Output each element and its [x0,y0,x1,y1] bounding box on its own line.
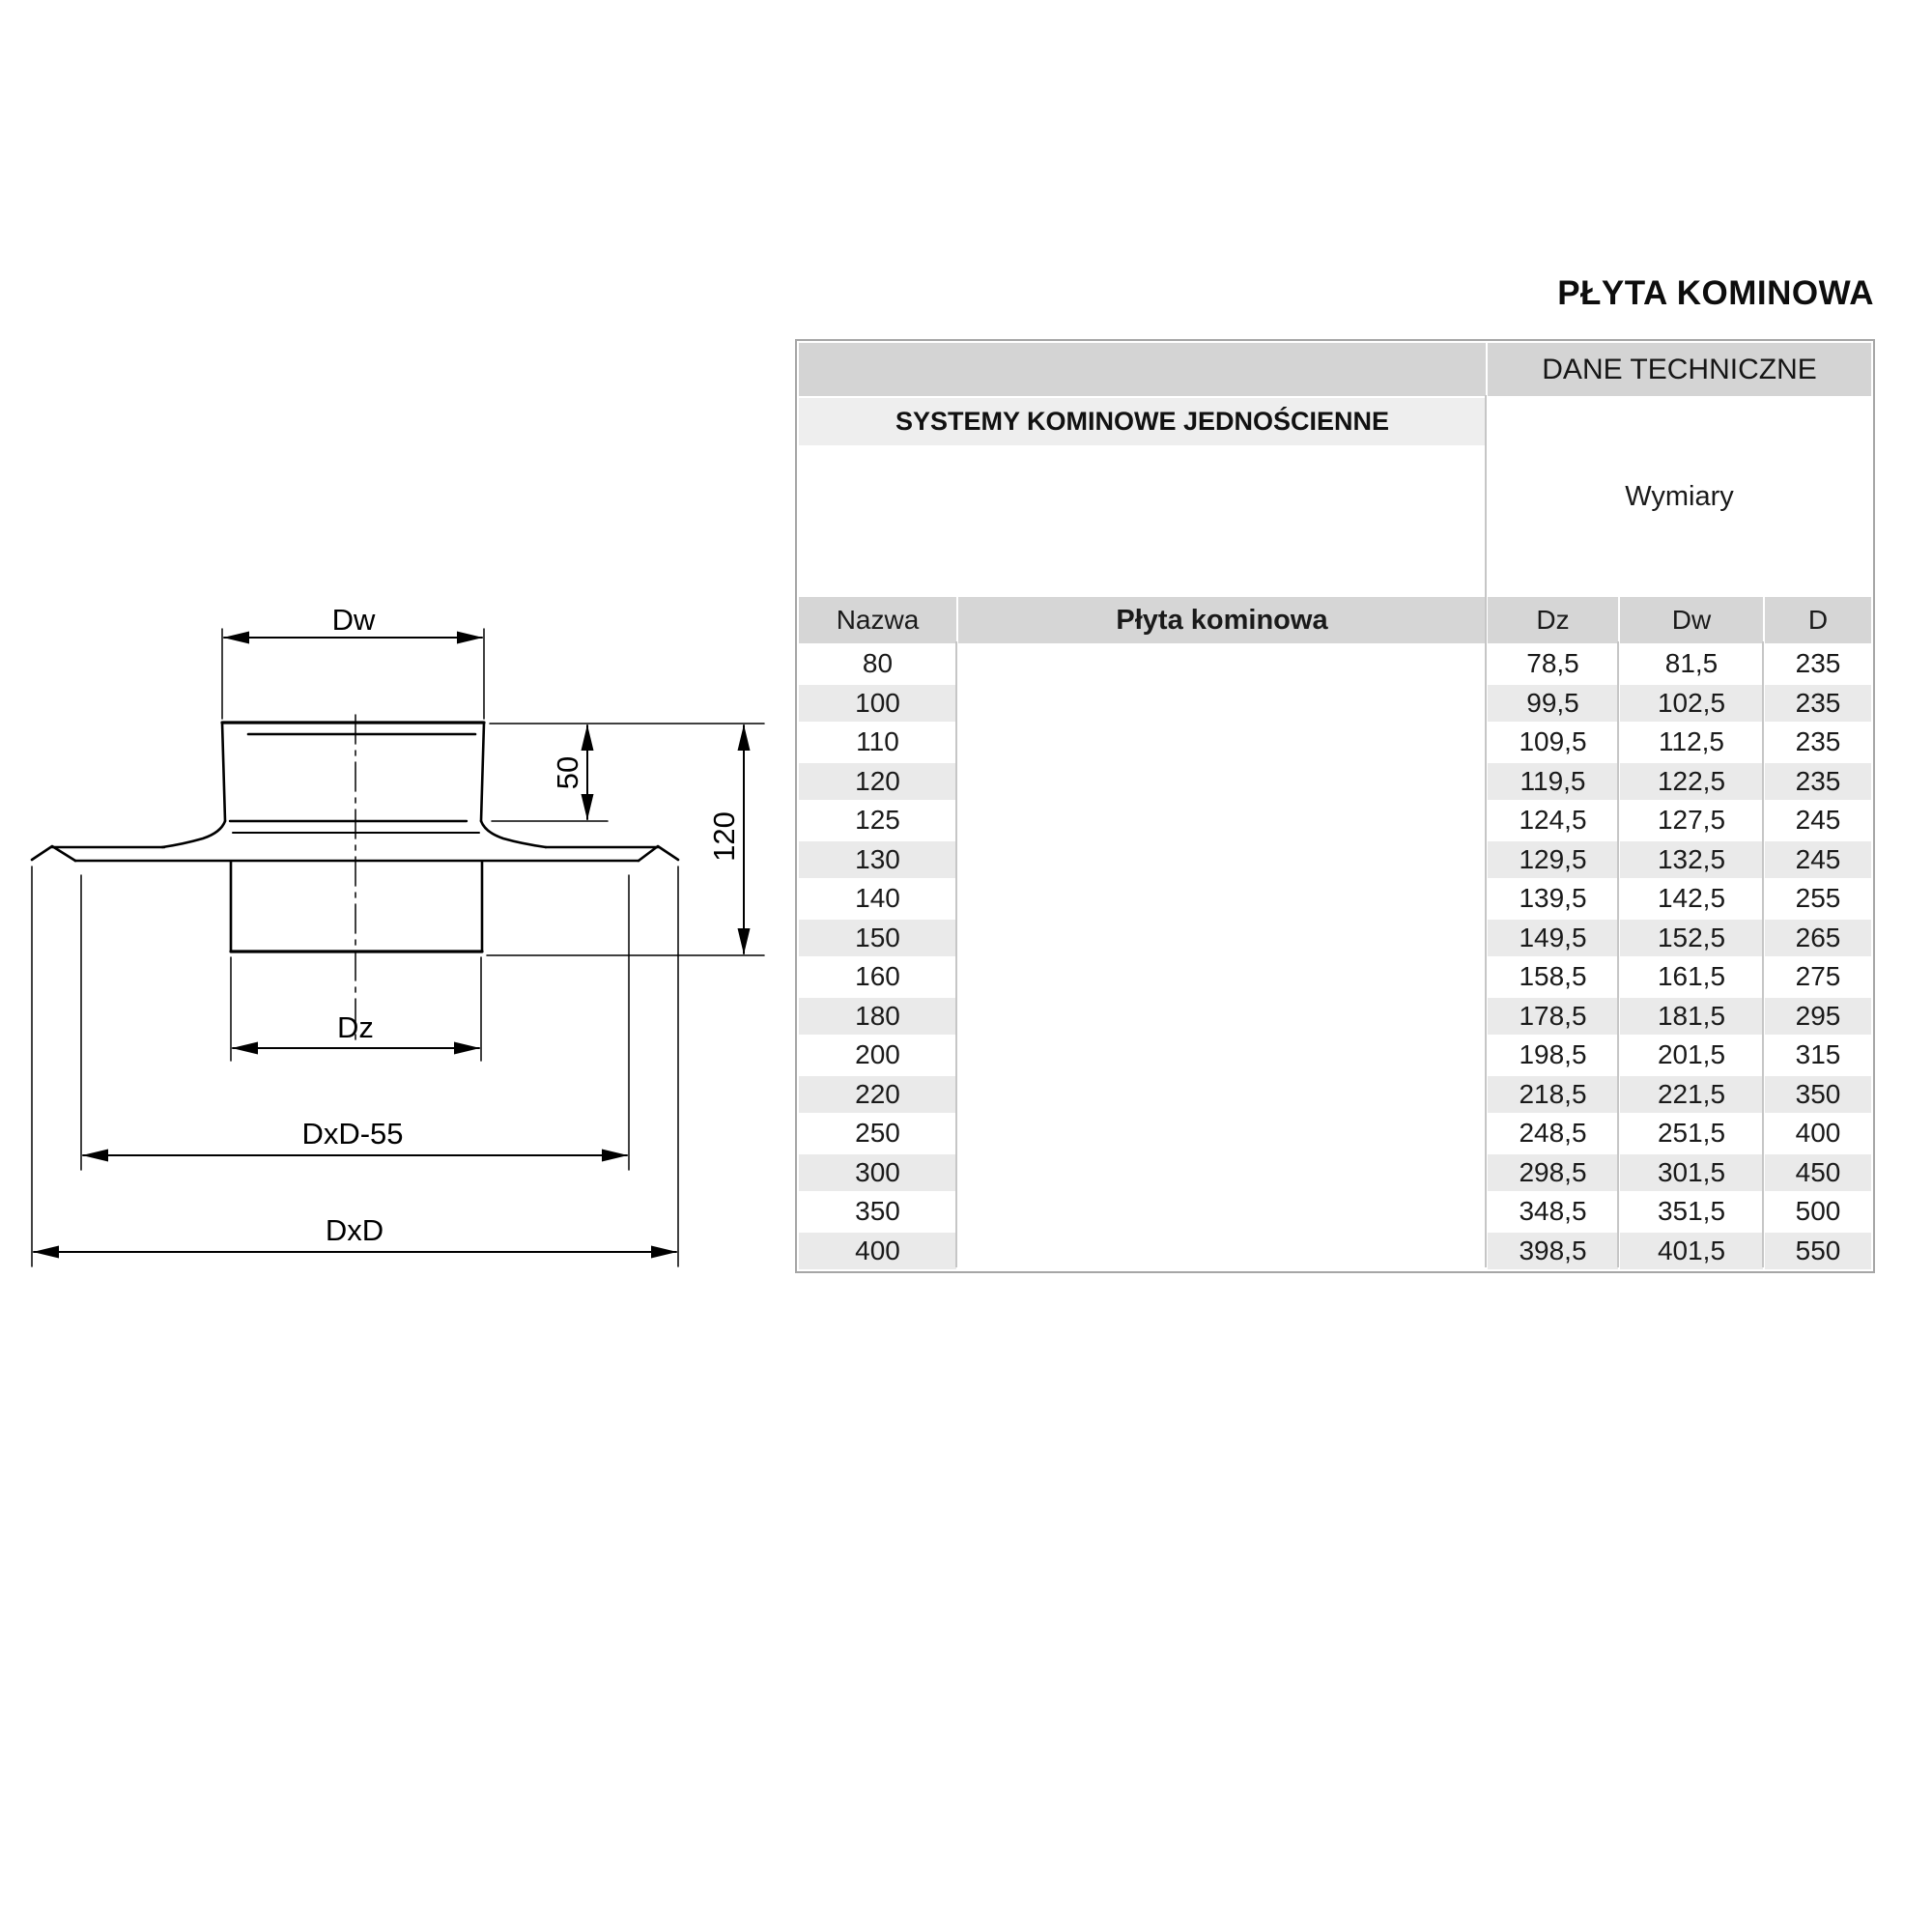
cell-d: 245 [1765,841,1871,879]
cell-d: 450 [1765,1154,1871,1192]
cell-dz: 109,5 [1488,724,1618,761]
table-row [799,802,1871,839]
cell-dz: 78,5 [1488,645,1618,683]
cell-product-empty [958,958,1486,996]
cell-dw: 301,5 [1620,1154,1763,1192]
cell-nazwa: 110 [799,724,956,761]
table-row [799,724,1871,761]
cell-product-empty [958,998,1486,1036]
cell-nazwa: 200 [799,1037,956,1074]
table-row [799,880,1871,918]
cell-product-empty [958,1037,1486,1074]
cell-dw: 401,5 [1620,1233,1763,1270]
cell-d: 400 [1765,1115,1871,1152]
table-row [799,1233,1871,1270]
cell-dw: 251,5 [1620,1115,1763,1152]
cell-nazwa: 100 [799,685,956,723]
label-dxd: DxD [325,1213,384,1247]
dimension-50 [490,724,764,821]
cell-d: 500 [1765,1193,1871,1231]
cell-product-empty [958,685,1486,723]
cell-nazwa: 180 [799,998,956,1036]
cell-dz: 198,5 [1488,1037,1618,1074]
cell-d: 265 [1765,920,1871,957]
cell-nazwa: 400 [799,1233,956,1270]
cell-product-empty [958,920,1486,957]
cell-nazwa: 125 [799,802,956,839]
cell-d: 295 [1765,998,1871,1036]
cell-dz: 99,5 [1488,685,1618,723]
table-row [799,920,1871,957]
top-band-title: DANE TECHNICZNE [1488,343,1871,396]
cell-product-empty [958,763,1486,801]
lower-tube-outline [231,862,482,952]
collar-outline [162,723,546,847]
cell-product-empty [958,645,1486,683]
cell-dz: 129,5 [1488,841,1618,879]
cell-dw: 142,5 [1620,880,1763,918]
cell-d: 245 [1765,802,1871,839]
table-row [799,763,1871,801]
table-row [799,1154,1871,1192]
cell-dw: 201,5 [1620,1037,1763,1074]
table-row [799,1037,1871,1074]
cell-product-empty [958,1076,1486,1114]
table-row [799,841,1871,879]
cell-nazwa: 250 [799,1115,956,1152]
dimension-dw [222,629,484,719]
cell-d: 350 [1765,1076,1871,1114]
cell-d: 315 [1765,1037,1871,1074]
cell-product-empty [958,1154,1486,1192]
table-top-band [799,343,1871,396]
label-120: 120 [707,811,741,862]
cell-dw: 122,5 [1620,763,1763,801]
column-header-product: Płyta kominowa [958,597,1486,643]
cell-d: 550 [1765,1233,1871,1270]
cell-dw: 351,5 [1620,1193,1763,1231]
cell-dw: 161,5 [1620,958,1763,996]
column-header-dz: Dz [1488,597,1618,643]
table-row [799,1076,1871,1114]
cell-dz: 248,5 [1488,1115,1618,1152]
cell-product-empty [958,1115,1486,1152]
spacer-cell [799,447,1486,595]
cell-product-empty [958,880,1486,918]
cell-product-empty [958,724,1486,761]
top-band-left [799,343,1486,396]
cell-product-empty [958,1233,1486,1270]
cell-dw: 112,5 [1620,724,1763,761]
cell-dz: 139,5 [1488,880,1618,918]
cell-nazwa: 130 [799,841,956,879]
cell-dz: 398,5 [1488,1233,1618,1270]
label-dz: Dz [337,1010,374,1044]
cell-d: 235 [1765,724,1871,761]
technical-drawing [0,0,792,1294]
table-header-row [799,597,1871,643]
cell-dz: 158,5 [1488,958,1618,996]
cell-dz: 298,5 [1488,1154,1618,1192]
cell-d: 255 [1765,880,1871,918]
cell-nazwa: 300 [799,1154,956,1192]
table-row [799,1193,1871,1231]
table-row [799,958,1871,996]
cell-dz: 218,5 [1488,1076,1618,1114]
column-header-nazwa: Nazwa [799,597,956,643]
cell-dw: 132,5 [1620,841,1763,879]
cell-dw: 81,5 [1620,645,1763,683]
cell-nazwa: 80 [799,645,956,683]
cell-dw: 181,5 [1620,998,1763,1036]
column-header-d: D [1765,597,1871,643]
cell-nazwa: 150 [799,920,956,957]
page-title: PŁYTA KOMINOWA [1557,274,1874,312]
cell-dz: 119,5 [1488,763,1618,801]
cell-dz: 348,5 [1488,1193,1618,1231]
cell-dz: 149,5 [1488,920,1618,957]
cell-nazwa: 220 [799,1076,956,1114]
table-subheader-row [799,398,1871,445]
label-50: 50 [551,755,584,790]
cell-nazwa: 160 [799,958,956,996]
cell-dw: 152,5 [1620,920,1763,957]
cell-dz: 178,5 [1488,998,1618,1036]
cell-dw: 221,5 [1620,1076,1763,1114]
cell-nazwa: 120 [799,763,956,801]
table-row [799,645,1871,683]
table-row [799,685,1871,723]
table-row [799,1115,1871,1152]
cell-dw: 102,5 [1620,685,1763,723]
label-dxd55: DxD-55 [301,1117,404,1151]
cell-nazwa: 350 [799,1193,956,1231]
cell-dz: 124,5 [1488,802,1618,839]
spec-table [795,339,1875,1273]
subheader-cell: SYSTEMY KOMINOWE JEDNOŚCIENNE [799,398,1486,445]
cell-d: 235 [1765,685,1871,723]
cell-dw: 127,5 [1620,802,1763,839]
table-row [799,998,1871,1036]
label-dw: Dw [331,603,376,637]
cell-d: 275 [1765,958,1871,996]
cell-product-empty [958,802,1486,839]
column-header-dw: Dw [1620,597,1763,643]
cell-product-empty [958,841,1486,879]
dimensions-cell: Wymiary [1488,398,1871,595]
cell-d: 235 [1765,645,1871,683]
cell-nazwa: 140 [799,880,956,918]
cell-product-empty [958,1193,1486,1231]
cell-d: 235 [1765,763,1871,801]
